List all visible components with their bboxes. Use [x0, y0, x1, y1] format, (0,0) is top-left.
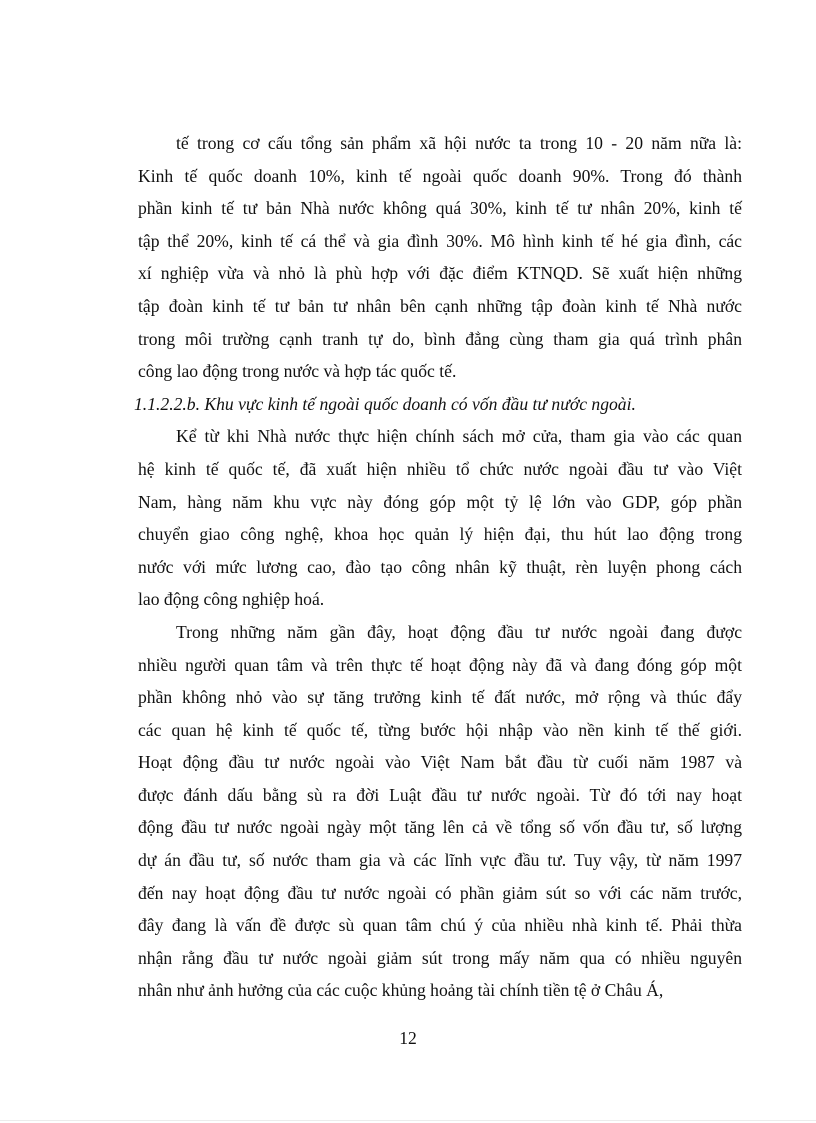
text-line: chuyển giao công nghệ, khoa học quản lý hiện đại, thu hút lao động trong — [138, 524, 742, 545]
text-line: Kể từ khi Nhà nước thực hiện chính sách mở cửa, tham gia vào các quan — [176, 426, 742, 447]
text-line: tế trong cơ cấu tổng sản phẩm xã hội nước ta trong 10 - 20 năm nữa là: — [176, 133, 742, 153]
text-line: nhiều người quan tâm và trên thực tế hoạt động này đã và đang đóng góp một — [138, 654, 742, 675]
text-line: xí nghiệp vừa và nhỏ là phù hợp với đặc điểm KTNQD. Sẽ xuất hiện những — [138, 263, 742, 284]
text-line: được đánh dấu bằng sù ra đời Luật đầu tư nước ngoài. Từ đó tới nay hoạt — [138, 784, 742, 805]
text-line: Trong những năm gần đây, hoạt động đầu tư nước ngoài đang được — [176, 621, 742, 642]
text-line: tập thể 20%, kinh tế cá thể và gia đình 30%. Mô hình kinh tế hé gia đình, các — [138, 230, 742, 251]
text-line: công lao động trong nước và hợp tác quốc tế. — [138, 361, 457, 382]
text-line: các quan hệ kinh tế quốc tế, từng bước hội nhập vào nền kinh tế thế giới. — [138, 719, 742, 740]
text-line: Kinh tế quốc doanh 10%, kinh tế ngoài quốc doanh 90%. Trong đó thành — [138, 165, 742, 186]
text-line: phần không nhỏ vào sự tăng trưởng kinh tế đất nước, mở rộng và thúc đẩy — [138, 687, 742, 708]
page-number: 12 — [399, 1028, 417, 1048]
text-line: nước với mức lương cao, đào tạo công nhân kỹ thuật, rèn luyện phong cách — [138, 556, 742, 577]
text-line: đây đang là vấn đề được sù quan tâm chú ý của nhiều nhà kinh tế. Phải thừa — [138, 915, 742, 936]
text-line: lao động công nghiệp hoá. — [138, 589, 325, 610]
text-line: dự án đầu tư, số nước tham gia và các lĩnh vực đầu tư. Tuy vậy, từ năm 1997 — [138, 850, 742, 871]
text-line: Hoạt động đầu tư nước ngoài vào Việt Nam bắt đầu từ cuối năm 1987 và — [138, 752, 742, 773]
section-heading: 1.1.2.2.b. Khu vực kinh tế ngoài quốc doanh có vốn đầu tư nước ngoài. — [134, 393, 636, 414]
body-text — [134, 127, 742, 1007]
text-line: Nam, hàng năm khu vực này đóng góp một tỷ lệ lớn vào GDP, góp phần — [138, 491, 742, 512]
text-line: tập đoàn kinh tế tư bản tư nhân bên cạnh những tập đoàn kinh tế Nhà nước — [138, 295, 742, 316]
page-bottom-rule — [0, 1120, 816, 1121]
text-line: phần kinh tế tư bản Nhà nước không quá 30%, kinh tế tư nhân 20%, kinh tế — [138, 198, 742, 219]
text-line: nhân như ảnh hưởng của các cuộc khủng hoảng tài chính tiền tệ ở Châu Á, — [138, 980, 664, 1001]
text-line: nhận rằng đầu tư nước ngoài giảm sút trong mấy năm qua có nhiều nguyên — [138, 947, 742, 968]
text-line: hệ kinh tế quốc tế, đã xuất hiện nhiều tổ chức nước ngoài đầu tư vào Việt — [138, 458, 742, 479]
text-line: động đầu tư nước ngoài ngày một tăng lên cả về tổng số vốn đầu tư, số lượng — [138, 817, 742, 838]
text-line: trong môi trường cạnh tranh tự do, bình đẳng cùng tham gia quá trình phân — [138, 328, 742, 349]
text-line: đến nay hoạt động đầu tư nước ngoài có phần giảm sút so với các năm trước, — [138, 882, 742, 903]
